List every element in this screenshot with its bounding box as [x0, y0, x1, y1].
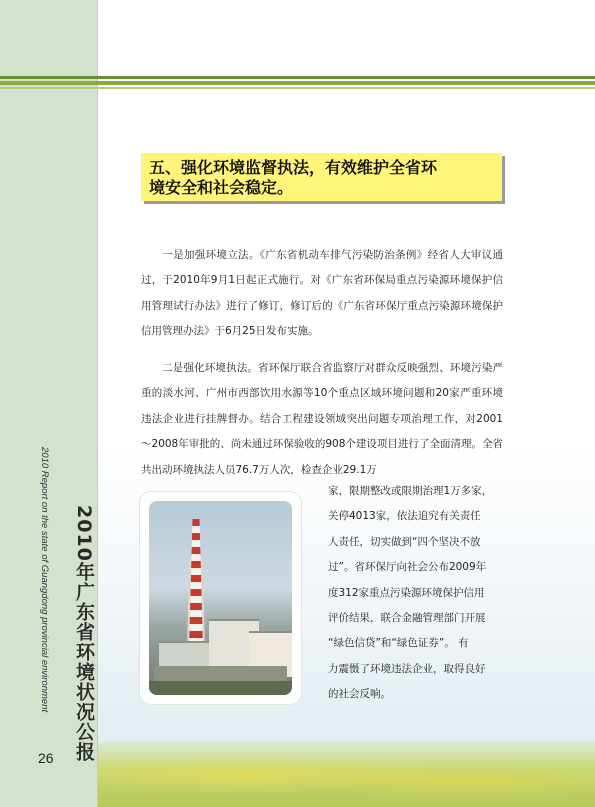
- section-heading-line: 境安全和社会稳定。: [149, 178, 294, 197]
- text-line: 评价结果，联合金融管理部门开展: [328, 612, 486, 625]
- power-plant-photo: [149, 501, 292, 695]
- field-illustration: [97, 742, 595, 807]
- paragraph-continuation: [328, 479, 504, 708]
- paragraph-text: 二是强化环境执法。省环保厅联合省监察厅对群众反映强烈、环境污染严重的淡水河、广州市西部饮用水源等10个重点区域环境问题和20家严重环境违法企业进行挂牌督办。结合工程建设领域突出问题专项治理工作，对2001～2008年审批的、尚未通过环保验收的908个建设项目进行了全面清理。全省共出动环境执法人员76.7万人次，检查企业29.1万: [141, 362, 503, 476]
- text-line: 关停4013家，依法追究有关责任: [328, 510, 481, 523]
- text-line: 人责任，切实做到“四个坚决不放: [328, 535, 481, 548]
- text-line: 过”。省环保厅向社会公布2009年: [328, 561, 487, 574]
- plant-ground: [149, 681, 292, 695]
- paragraph-legislation: [141, 243, 503, 345]
- report-title-cn: 2010年广东省环境状况公报: [73, 505, 95, 762]
- section-heading-line: 五、强化环境监督执法，有效维护全省环: [149, 158, 438, 177]
- header-band: [0, 76, 595, 79]
- text-line: 家，限期整改或限期治理1万多家，: [328, 485, 493, 497]
- text-line: “绿色信贷”和“绿色证券”。 有: [328, 637, 469, 650]
- section-heading: [141, 153, 502, 201]
- header-band: [0, 87, 595, 89]
- power-plant-photo-frame: [139, 491, 302, 705]
- paragraph-enforcement: [141, 356, 503, 483]
- text-line: 度312家重点污染源环境保护信用: [328, 586, 485, 599]
- chimney: [189, 519, 203, 649]
- text-line: 力震慑了环境违法企业，取得良好: [328, 662, 486, 675]
- text-line: 的社会反响。: [328, 688, 391, 701]
- header-band: [0, 81, 595, 85]
- paragraph-text: 一是加强环境立法。《广东省机动车排气污染防治条例》经省人大审议通过，于2010年9月1日起正式施行。对《广东省环保局重点污染源环境保护信用管理试行办法》进行了修订，修订后的《广东省环保厅重点污染源环境保护信用管理办法》于6月25日发布实施。: [141, 249, 503, 338]
- report-title-en: 2010 Report on the state of Guangdong provincial environment: [39, 447, 50, 713]
- page-number: 26: [38, 750, 54, 766]
